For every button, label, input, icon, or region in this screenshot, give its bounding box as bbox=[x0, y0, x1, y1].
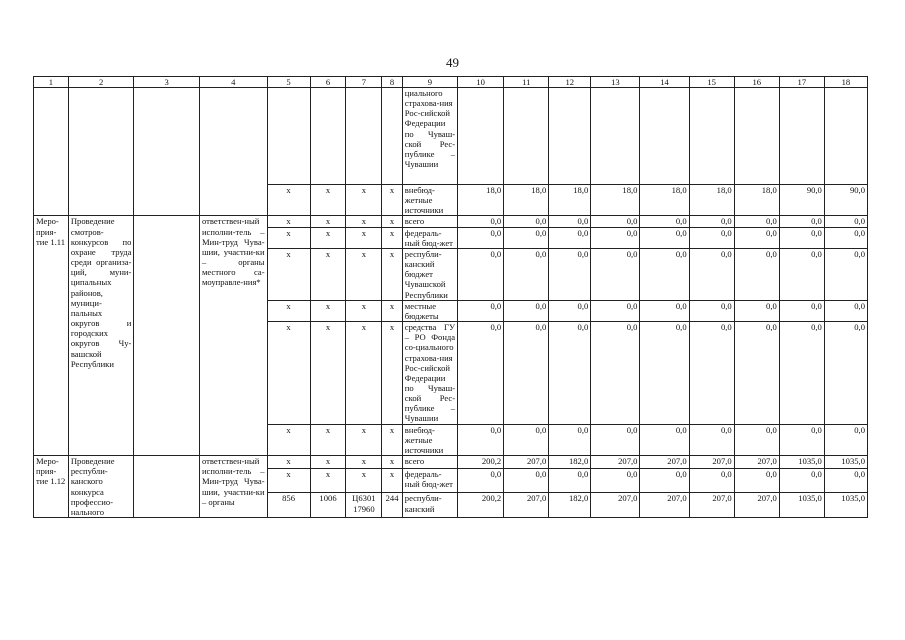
code-cell: х bbox=[310, 468, 346, 493]
value-cell: 90,0 bbox=[824, 185, 867, 216]
value-cell: 0,0 bbox=[734, 468, 779, 493]
code-cell: х bbox=[310, 185, 346, 216]
value-cell: 207,0 bbox=[734, 456, 779, 469]
blank-cell bbox=[199, 88, 267, 216]
value-cell: 0,0 bbox=[504, 322, 549, 425]
blank-cell bbox=[591, 88, 640, 185]
column-number: 4 bbox=[199, 77, 267, 88]
value-cell: 0,0 bbox=[779, 216, 824, 227]
value-cell: 0,0 bbox=[549, 468, 591, 493]
code-cell: х bbox=[346, 300, 382, 321]
value-cell: 0,0 bbox=[640, 468, 689, 493]
value-cell: 0,0 bbox=[689, 468, 734, 493]
value-cell: 0,0 bbox=[504, 248, 549, 300]
value-cell: 207,0 bbox=[689, 493, 734, 518]
code-cell: х bbox=[346, 456, 382, 469]
value-cell: 207,0 bbox=[640, 493, 689, 518]
source-cell: федераль-ный бюд-жет bbox=[402, 468, 457, 493]
column-number: 18 bbox=[824, 77, 867, 88]
value-cell: 0,0 bbox=[549, 300, 591, 321]
column-number: 3 bbox=[134, 77, 200, 88]
value-cell: 0,0 bbox=[591, 227, 640, 248]
code-cell: х bbox=[346, 185, 382, 216]
code-cell: х bbox=[346, 216, 382, 227]
code-cell: х bbox=[382, 300, 402, 321]
value-cell: 182,0 bbox=[549, 493, 591, 518]
value-cell: 207,0 bbox=[689, 456, 734, 469]
blank-cell bbox=[640, 88, 689, 185]
value-cell: 0,0 bbox=[689, 227, 734, 248]
value-cell: 200,2 bbox=[458, 493, 504, 518]
code-cell: х bbox=[382, 185, 402, 216]
column-number: 1 bbox=[34, 77, 69, 88]
source-cell: средства ГУ – РО Фонда со-циального страхова-ния Рос-сийской Федерации по Чуваш-ской Рес-публике – Чувашии bbox=[402, 322, 457, 425]
value-cell: 182,0 bbox=[549, 456, 591, 469]
value-cell: 0,0 bbox=[734, 322, 779, 425]
value-cell: 0,0 bbox=[549, 248, 591, 300]
value-cell: 0,0 bbox=[824, 248, 867, 300]
value-cell: 0,0 bbox=[734, 216, 779, 227]
value-cell: 207,0 bbox=[504, 493, 549, 518]
value-cell: 0,0 bbox=[689, 300, 734, 321]
budget-table bbox=[33, 76, 868, 518]
value-cell: 0,0 bbox=[458, 227, 504, 248]
value-cell: 0,0 bbox=[640, 248, 689, 300]
value-cell: 0,0 bbox=[734, 227, 779, 248]
measure-executor: ответствен-ный исполни-тель – Мин-труд Чува-шии, участни-ки – органы bbox=[199, 456, 267, 518]
value-cell: 18,0 bbox=[734, 185, 779, 216]
blank-cell bbox=[504, 88, 549, 185]
value-cell: 0,0 bbox=[640, 424, 689, 455]
value-cell: 0,0 bbox=[734, 248, 779, 300]
value-cell: 18,0 bbox=[591, 185, 640, 216]
value-cell: 0,0 bbox=[458, 248, 504, 300]
code-cell: х bbox=[267, 424, 310, 455]
column-number: 12 bbox=[549, 77, 591, 88]
value-cell: 1035,0 bbox=[779, 456, 824, 469]
value-cell: 0,0 bbox=[689, 424, 734, 455]
source-cell: республи-канский bbox=[402, 493, 457, 518]
code-cell: х bbox=[382, 468, 402, 493]
source-cell: всего bbox=[402, 216, 457, 227]
code-cell: 1006 bbox=[310, 493, 346, 518]
code-cell: х bbox=[267, 300, 310, 321]
code-cell: х bbox=[310, 216, 346, 227]
value-cell: 18,0 bbox=[549, 185, 591, 216]
value-cell: 0,0 bbox=[689, 248, 734, 300]
value-cell: 0,0 bbox=[549, 322, 591, 425]
value-cell: 0,0 bbox=[734, 424, 779, 455]
code-cell: Ц6301 17960 bbox=[346, 493, 382, 518]
blank-cell bbox=[68, 88, 134, 216]
source-cell: местные бюджеты bbox=[402, 300, 457, 321]
column-number: 5 bbox=[267, 77, 310, 88]
column-number: 16 bbox=[734, 77, 779, 88]
code-cell: х bbox=[267, 227, 310, 248]
code-cell: х bbox=[382, 322, 402, 425]
value-cell: 1035,0 bbox=[779, 493, 824, 518]
value-cell: 0,0 bbox=[458, 424, 504, 455]
measure-label: Меро-прия-тие 1.12 bbox=[34, 456, 69, 518]
value-cell: 0,0 bbox=[779, 468, 824, 493]
code-cell: 856 bbox=[267, 493, 310, 518]
source-cell: всего bbox=[402, 456, 457, 469]
value-cell: 0,0 bbox=[734, 300, 779, 321]
measure-label: Меро-прия-тие 1.11 bbox=[34, 216, 69, 456]
value-cell: 207,0 bbox=[734, 493, 779, 518]
measure-name: Проведение республи-канского конкурса профессио-нального bbox=[68, 456, 134, 518]
value-cell: 0,0 bbox=[504, 227, 549, 248]
value-cell: 0,0 bbox=[640, 227, 689, 248]
code-cell: х bbox=[267, 468, 310, 493]
value-cell: 0,0 bbox=[591, 322, 640, 425]
value-cell: 0,0 bbox=[549, 227, 591, 248]
column-number: 17 bbox=[779, 77, 824, 88]
value-cell: 0,0 bbox=[591, 216, 640, 227]
value-cell: 207,0 bbox=[640, 456, 689, 469]
blank-cell bbox=[134, 88, 200, 216]
funding-row bbox=[34, 456, 868, 469]
value-cell: 0,0 bbox=[591, 424, 640, 455]
value-cell: 0,0 bbox=[504, 216, 549, 227]
column-number: 15 bbox=[689, 77, 734, 88]
value-cell: 207,0 bbox=[591, 456, 640, 469]
blank-cell bbox=[734, 88, 779, 185]
value-cell: 207,0 bbox=[591, 493, 640, 518]
column-number-row bbox=[34, 77, 868, 88]
code-cell: х bbox=[346, 322, 382, 425]
blank-cell bbox=[134, 216, 200, 456]
blank-cell bbox=[824, 88, 867, 185]
code-cell: х bbox=[382, 227, 402, 248]
code-cell: х bbox=[267, 216, 310, 227]
code-cell: х bbox=[346, 468, 382, 493]
value-cell: 207,0 bbox=[504, 456, 549, 469]
blank-cell bbox=[34, 88, 69, 216]
blank-cell bbox=[310, 88, 346, 185]
value-cell: 0,0 bbox=[640, 322, 689, 425]
value-cell: 1035,0 bbox=[824, 493, 867, 518]
column-number: 2 bbox=[68, 77, 134, 88]
code-cell: х bbox=[346, 227, 382, 248]
value-cell: 0,0 bbox=[779, 300, 824, 321]
code-cell: х bbox=[310, 300, 346, 321]
code-cell: х bbox=[310, 322, 346, 425]
value-cell: 0,0 bbox=[458, 468, 504, 493]
column-number: 8 bbox=[382, 77, 402, 88]
value-cell: 0,0 bbox=[640, 300, 689, 321]
value-cell: 0,0 bbox=[824, 300, 867, 321]
value-cell: 0,0 bbox=[591, 300, 640, 321]
value-cell: 0,0 bbox=[824, 216, 867, 227]
value-cell: 18,0 bbox=[689, 185, 734, 216]
source-cell: внебюд-жетные источники bbox=[402, 424, 457, 455]
value-cell: 18,0 bbox=[458, 185, 504, 216]
value-cell: 0,0 bbox=[504, 468, 549, 493]
code-cell: х bbox=[310, 227, 346, 248]
value-cell: 0,0 bbox=[640, 216, 689, 227]
value-cell: 0,0 bbox=[779, 248, 824, 300]
value-cell: 0,0 bbox=[458, 216, 504, 227]
column-number: 6 bbox=[310, 77, 346, 88]
value-cell: 0,0 bbox=[824, 424, 867, 455]
code-cell: х bbox=[267, 322, 310, 425]
code-cell: х bbox=[310, 424, 346, 455]
blank-cell bbox=[458, 88, 504, 185]
column-number: 14 bbox=[640, 77, 689, 88]
value-cell: 0,0 bbox=[779, 322, 824, 425]
code-cell: х bbox=[346, 424, 382, 455]
continuation-row bbox=[34, 88, 868, 185]
column-number: 9 bbox=[402, 77, 457, 88]
column-number: 7 bbox=[346, 77, 382, 88]
value-cell: 1035,0 bbox=[824, 456, 867, 469]
blank-cell bbox=[779, 88, 824, 185]
blank-cell bbox=[382, 88, 402, 185]
code-cell: х bbox=[382, 456, 402, 469]
source-cell: циального страхова-ния Рос-сийской Федерации по Чуваш-ской Рес-публике – Чувашии bbox=[402, 88, 457, 185]
source-cell: внебюд-жетные источники bbox=[402, 185, 457, 216]
code-cell: 244 bbox=[382, 493, 402, 518]
source-cell: федераль-ный бюд-жет bbox=[402, 227, 457, 248]
code-cell: х bbox=[382, 216, 402, 227]
value-cell: 0,0 bbox=[591, 468, 640, 493]
blank-cell bbox=[134, 456, 200, 518]
value-cell: 0,0 bbox=[591, 248, 640, 300]
value-cell: 0,0 bbox=[824, 227, 867, 248]
column-number: 11 bbox=[504, 77, 549, 88]
funding-row bbox=[34, 216, 868, 227]
code-cell: х bbox=[382, 248, 402, 300]
column-number: 13 bbox=[591, 77, 640, 88]
value-cell: 0,0 bbox=[458, 322, 504, 425]
source-cell: республи-канский бюджет Чувашской Республики bbox=[402, 248, 457, 300]
value-cell: 0,0 bbox=[779, 424, 824, 455]
code-cell: х bbox=[310, 456, 346, 469]
value-cell: 90,0 bbox=[779, 185, 824, 216]
code-cell: х bbox=[267, 185, 310, 216]
code-cell: х bbox=[267, 248, 310, 300]
column-number: 10 bbox=[458, 77, 504, 88]
value-cell: 0,0 bbox=[504, 424, 549, 455]
blank-cell bbox=[346, 88, 382, 185]
code-cell: х bbox=[382, 424, 402, 455]
value-cell: 0,0 bbox=[824, 322, 867, 425]
blank-cell bbox=[549, 88, 591, 185]
value-cell: 0,0 bbox=[549, 424, 591, 455]
value-cell: 18,0 bbox=[640, 185, 689, 216]
value-cell: 0,0 bbox=[689, 322, 734, 425]
value-cell: 0,0 bbox=[689, 216, 734, 227]
blank-cell bbox=[689, 88, 734, 185]
page-number: 49 bbox=[446, 55, 459, 70]
code-cell: х bbox=[346, 248, 382, 300]
code-cell: х bbox=[267, 456, 310, 469]
value-cell: 0,0 bbox=[824, 468, 867, 493]
measure-name: Проведение смотров-конкурсов по охране труда среди организа-ций, муни-ципальных районов, муници-пальных округов и городских округов Чу-вашской Республики bbox=[68, 216, 134, 456]
value-cell: 0,0 bbox=[504, 300, 549, 321]
measure-executor: ответствен-ный исполни-тель – Мин-труд Чува-шии, участни-ки – органы местного са-моуправле-ния* bbox=[199, 216, 267, 456]
value-cell: 0,0 bbox=[458, 300, 504, 321]
value-cell: 200,2 bbox=[458, 456, 504, 469]
blank-cell bbox=[267, 88, 310, 185]
value-cell: 0,0 bbox=[779, 227, 824, 248]
code-cell: х bbox=[310, 248, 346, 300]
value-cell: 0,0 bbox=[549, 216, 591, 227]
value-cell: 18,0 bbox=[504, 185, 549, 216]
